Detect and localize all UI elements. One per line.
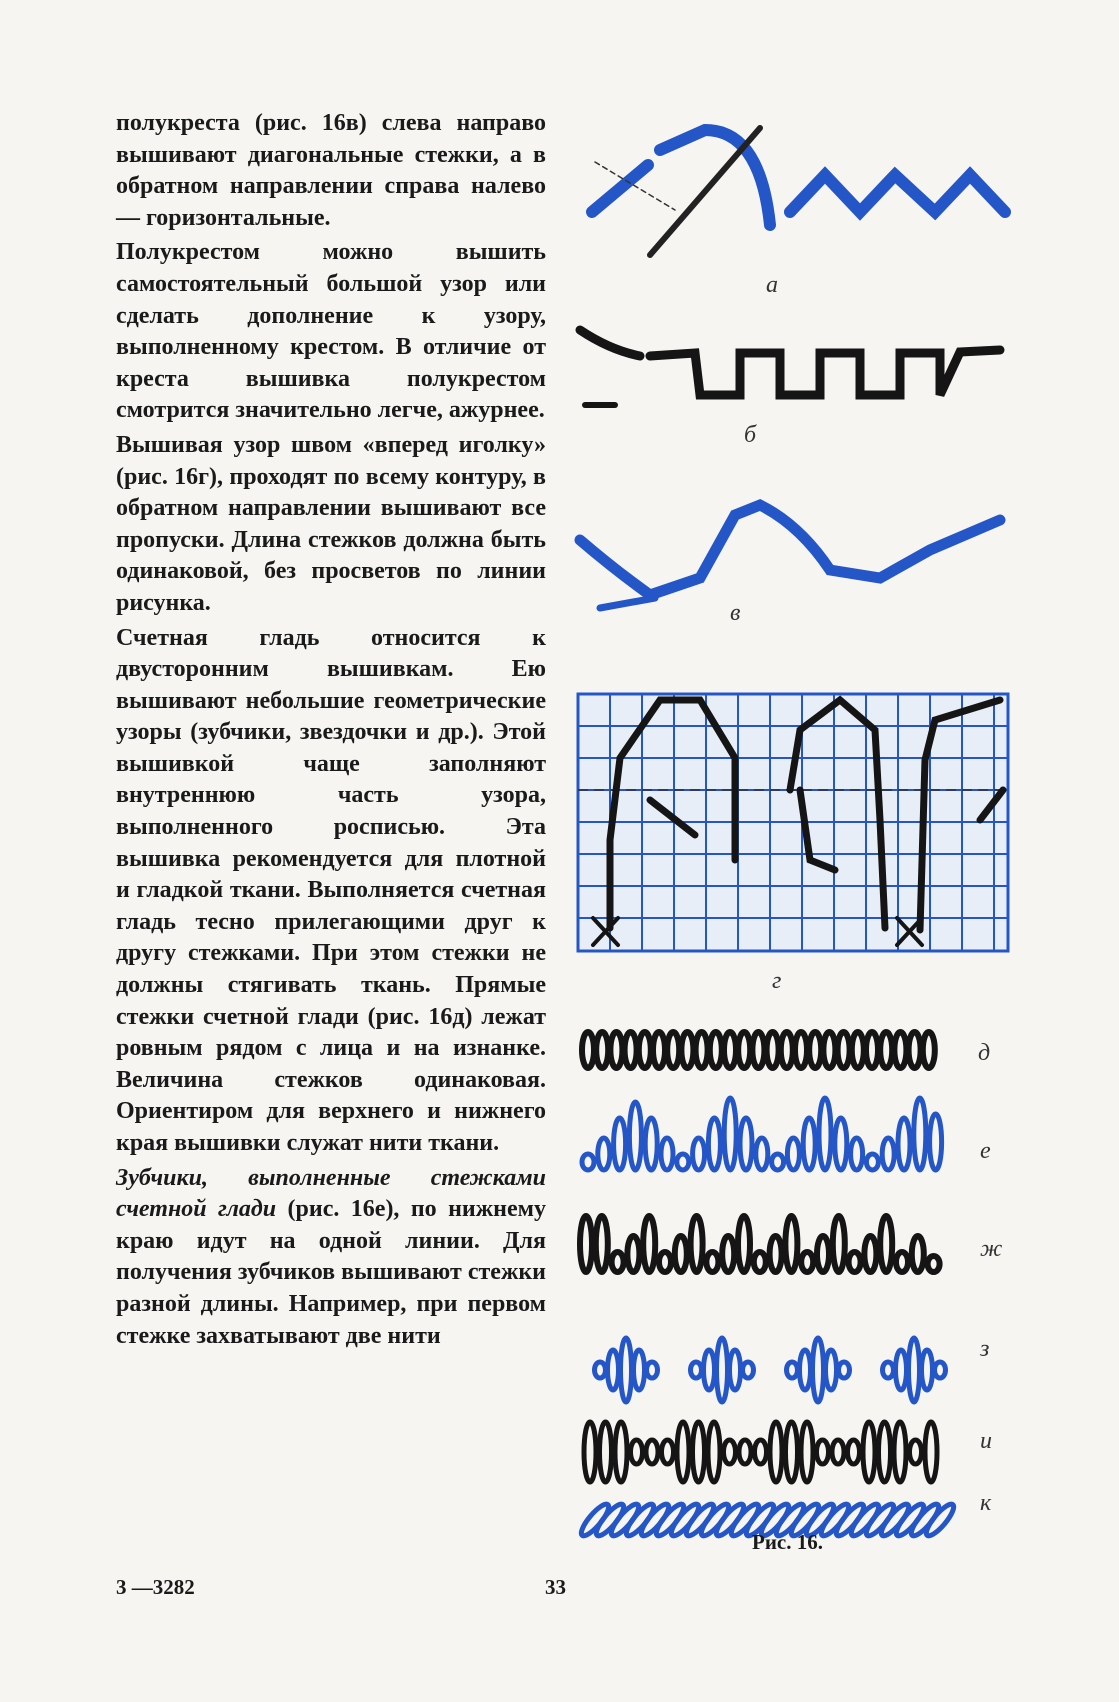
- stitch-i-oval: [739, 1440, 751, 1464]
- stitch-d-oval: [724, 1032, 736, 1068]
- stitch-e-oval: [629, 1102, 641, 1170]
- stitch-e-oval: [882, 1138, 894, 1170]
- stitch-e: [582, 1098, 942, 1170]
- label-a: а: [766, 272, 778, 298]
- label-g: г: [772, 968, 782, 994]
- stitch-zh-oval: [738, 1216, 750, 1272]
- stitch-e-oval: [772, 1154, 784, 1170]
- stitch-zh-oval: [675, 1236, 687, 1272]
- stitch-i-oval: [724, 1440, 736, 1464]
- label-d: д: [978, 1040, 991, 1066]
- stitch-zh-oval: [612, 1252, 624, 1272]
- stitch-e-oval: [851, 1138, 863, 1170]
- stitch-i-oval: [646, 1440, 658, 1464]
- stitch-e-oval: [693, 1138, 705, 1170]
- label-k: к: [980, 1490, 992, 1516]
- stitch-d-oval: [866, 1032, 878, 1068]
- stitch-zh-oval: [880, 1216, 892, 1272]
- stitch-i-oval: [801, 1422, 813, 1482]
- stitch-zh-oval: [928, 1256, 940, 1272]
- stitch-i-oval: [693, 1422, 705, 1482]
- stitch-z-oval: [813, 1338, 824, 1402]
- stitch-d-oval: [767, 1032, 779, 1068]
- stitch-i-oval: [817, 1440, 829, 1464]
- stitch-i-oval: [615, 1422, 627, 1482]
- stitch-d-oval: [909, 1032, 921, 1068]
- stitch-z-oval: [883, 1362, 894, 1378]
- stitch-e-oval: [835, 1118, 847, 1170]
- stitch-z-oval: [743, 1362, 754, 1378]
- stitch-zh-oval: [833, 1216, 845, 1272]
- stitch-zh-oval: [706, 1252, 718, 1272]
- label-zh: ж: [980, 1236, 1003, 1262]
- stitch-i-oval: [925, 1422, 937, 1482]
- stitch-z-oval: [595, 1362, 606, 1378]
- paragraph-3: Вышивая узор швом «вперед иголку» (рис. 16г), проходят по всему контуру, в обратном направлении вышивают все пропуски. Длина стежков должна быть одинаковой, без просветов по линии рисунка.: [116, 431, 546, 616]
- paragraph-4: Счетная гладь относится к двусторонним вышивкам. Ею вышивают небольшие геометрические узоры (зубчики, звездочки и др.). Этой вышивкой чаще заполняют внутреннюю часть узора, выполненного росписью. Эта вышивка рекомендуется для плотной и гладкой ткани. Выполняется счетная гладь тесно прилегающими друг к другу стежками. При этом стежки не должны стягивать ткань. Прямые стежки счетной глади (рис. 16д) лежат ровным рядом с лица и на изнанке. Величина стежков одинаковая. Ориентиром для верхнего и нижнего края вышивки служат нити ткани.: [116, 624, 546, 1156]
- stitch-d-oval: [710, 1032, 722, 1068]
- label-z: з: [980, 1336, 990, 1362]
- printer-signature: 3 —3282: [116, 1575, 195, 1599]
- stitch-e-oval: [724, 1098, 736, 1170]
- stitch-d-oval: [838, 1032, 850, 1068]
- stitch-z-oval: [922, 1350, 933, 1390]
- stitch-e-oval: [645, 1118, 657, 1170]
- stitch-e-oval: [598, 1138, 610, 1170]
- stitch-d-oval: [781, 1032, 793, 1068]
- stitch-i-oval: [600, 1422, 612, 1482]
- stitch-z-oval: [634, 1350, 645, 1390]
- stitch-z-oval: [800, 1350, 811, 1390]
- stitch-d-oval: [894, 1032, 906, 1068]
- paragraph-5-rest: (рис. 16е), по нижнему краю идут на одной линии. Для получения зубчиков вышивают стежки разной длины. Например, при первом стежке захватывают две нити: [116, 1196, 546, 1349]
- stitch-i-oval: [631, 1440, 643, 1464]
- stitch-e-oval: [661, 1138, 673, 1170]
- stitch-zh-oval: [754, 1252, 766, 1272]
- stitch-d-oval: [809, 1032, 821, 1068]
- stitch-z-oval: [826, 1350, 837, 1390]
- stitch-i-oval: [863, 1422, 875, 1482]
- stitch-e-oval: [898, 1118, 910, 1170]
- stitch-i-oval: [708, 1422, 720, 1482]
- stitch-d-oval: [880, 1032, 892, 1068]
- stitch-d-oval: [738, 1032, 750, 1068]
- stitch-i-oval: [894, 1422, 906, 1482]
- stitch-e-oval: [677, 1154, 689, 1170]
- stitch-i-oval: [677, 1422, 689, 1482]
- stitch-e-oval: [614, 1118, 626, 1170]
- stitch-z-oval: [621, 1338, 632, 1402]
- stitch-zh-oval: [627, 1236, 639, 1272]
- paragraph-5-italic: Зубчики, выполненные стежками счетной глади: [116, 1164, 546, 1223]
- stitch-z-oval: [608, 1350, 619, 1390]
- stitch-z-oval: [691, 1362, 702, 1378]
- stitch-z: [595, 1338, 946, 1402]
- stitch-d-oval: [696, 1032, 708, 1068]
- stitch-e-oval: [866, 1154, 878, 1170]
- paragraph-2: Полукрестом можно вышить самостоятельный большой узор или сделать дополнение к узору, выполненному крестом. В отличие от креста вышивка полукрестом смотрится значительно легче, ажурнее.: [116, 239, 546, 424]
- stitch-z-oval: [896, 1350, 907, 1390]
- stitch-zh-oval: [659, 1252, 671, 1272]
- stitch-e-oval: [930, 1114, 942, 1170]
- stitch-v: [580, 505, 1000, 608]
- stitch-zh-oval: [801, 1252, 813, 1272]
- stitch-d-oval: [752, 1032, 764, 1068]
- stitch-d-oval: [653, 1032, 665, 1068]
- stitch-d-oval: [823, 1032, 835, 1068]
- stitch-zh-oval: [691, 1216, 703, 1272]
- stitch-e-oval: [582, 1154, 594, 1170]
- stitch-z-oval: [647, 1362, 658, 1378]
- label-v: в: [730, 600, 741, 626]
- figure-caption: Рис. 16.: [752, 1530, 823, 1554]
- stitch-zh-oval: [896, 1252, 908, 1272]
- stitch-d-oval: [795, 1032, 807, 1068]
- stitch-e-oval: [756, 1138, 768, 1170]
- stitch-d: [582, 1032, 935, 1068]
- stitch-g-grid: [578, 694, 1008, 951]
- stitch-zh-oval: [596, 1216, 608, 1272]
- stitch-e-oval: [914, 1098, 926, 1170]
- stitch-d-oval: [610, 1032, 622, 1068]
- stitch-d-oval: [923, 1032, 935, 1068]
- stitch-i-oval: [910, 1440, 922, 1464]
- stitch-zh-oval: [770, 1236, 782, 1272]
- label-e: е: [980, 1138, 991, 1164]
- stitch-i-oval: [662, 1440, 674, 1464]
- stitch-zh: [580, 1216, 940, 1272]
- stitch-i-oval: [770, 1422, 782, 1482]
- stitch-z-oval: [935, 1362, 946, 1378]
- stitch-z-oval: [787, 1362, 798, 1378]
- stitch-d-oval: [681, 1032, 693, 1068]
- stitch-i-oval: [786, 1422, 798, 1482]
- stitch-zh-oval: [849, 1252, 861, 1272]
- stitch-z-oval: [839, 1362, 850, 1378]
- stitch-zh-oval: [722, 1236, 734, 1272]
- stitch-i-oval: [584, 1422, 596, 1482]
- page-number: 33: [545, 1575, 566, 1599]
- stitch-a: [592, 128, 1005, 255]
- stitch-e-oval: [787, 1138, 799, 1170]
- stitch-b: [580, 330, 1000, 405]
- stitch-zh-oval: [864, 1236, 876, 1272]
- stitch-z-oval: [704, 1350, 715, 1390]
- stitch-d-oval: [852, 1032, 864, 1068]
- stitch-i-oval: [879, 1422, 891, 1482]
- label-i: и: [980, 1428, 992, 1454]
- stitch-zh-oval: [785, 1216, 797, 1272]
- stitch-e-oval: [819, 1098, 831, 1170]
- stitch-z-oval: [730, 1350, 741, 1390]
- stitch-zh-oval: [912, 1236, 924, 1272]
- stitch-d-oval: [625, 1032, 637, 1068]
- stitch-e-oval: [708, 1118, 720, 1170]
- stitch-z-oval: [717, 1338, 728, 1402]
- stitch-i: [584, 1422, 937, 1482]
- stitch-zh-oval: [817, 1236, 829, 1272]
- stitch-i-oval: [755, 1440, 767, 1464]
- stitch-i-oval: [848, 1440, 860, 1464]
- stitch-zh-oval: [643, 1216, 655, 1272]
- stitch-d-oval: [667, 1032, 679, 1068]
- label-b: б: [744, 422, 757, 448]
- stitch-z-oval: [909, 1338, 920, 1402]
- stitch-e-oval: [803, 1118, 815, 1170]
- stitch-d-oval: [639, 1032, 651, 1068]
- stitch-d-oval: [582, 1032, 594, 1068]
- stitch-d-oval: [596, 1032, 608, 1068]
- paragraph-1: полукреста (рис. 16в) слева направо вышивают диагональные стежки, а в обратном направлении справа налево — горизонтальные.: [116, 110, 546, 231]
- stitch-i-oval: [832, 1440, 844, 1464]
- stitch-zh-oval: [580, 1216, 592, 1272]
- stitch-e-oval: [740, 1118, 752, 1170]
